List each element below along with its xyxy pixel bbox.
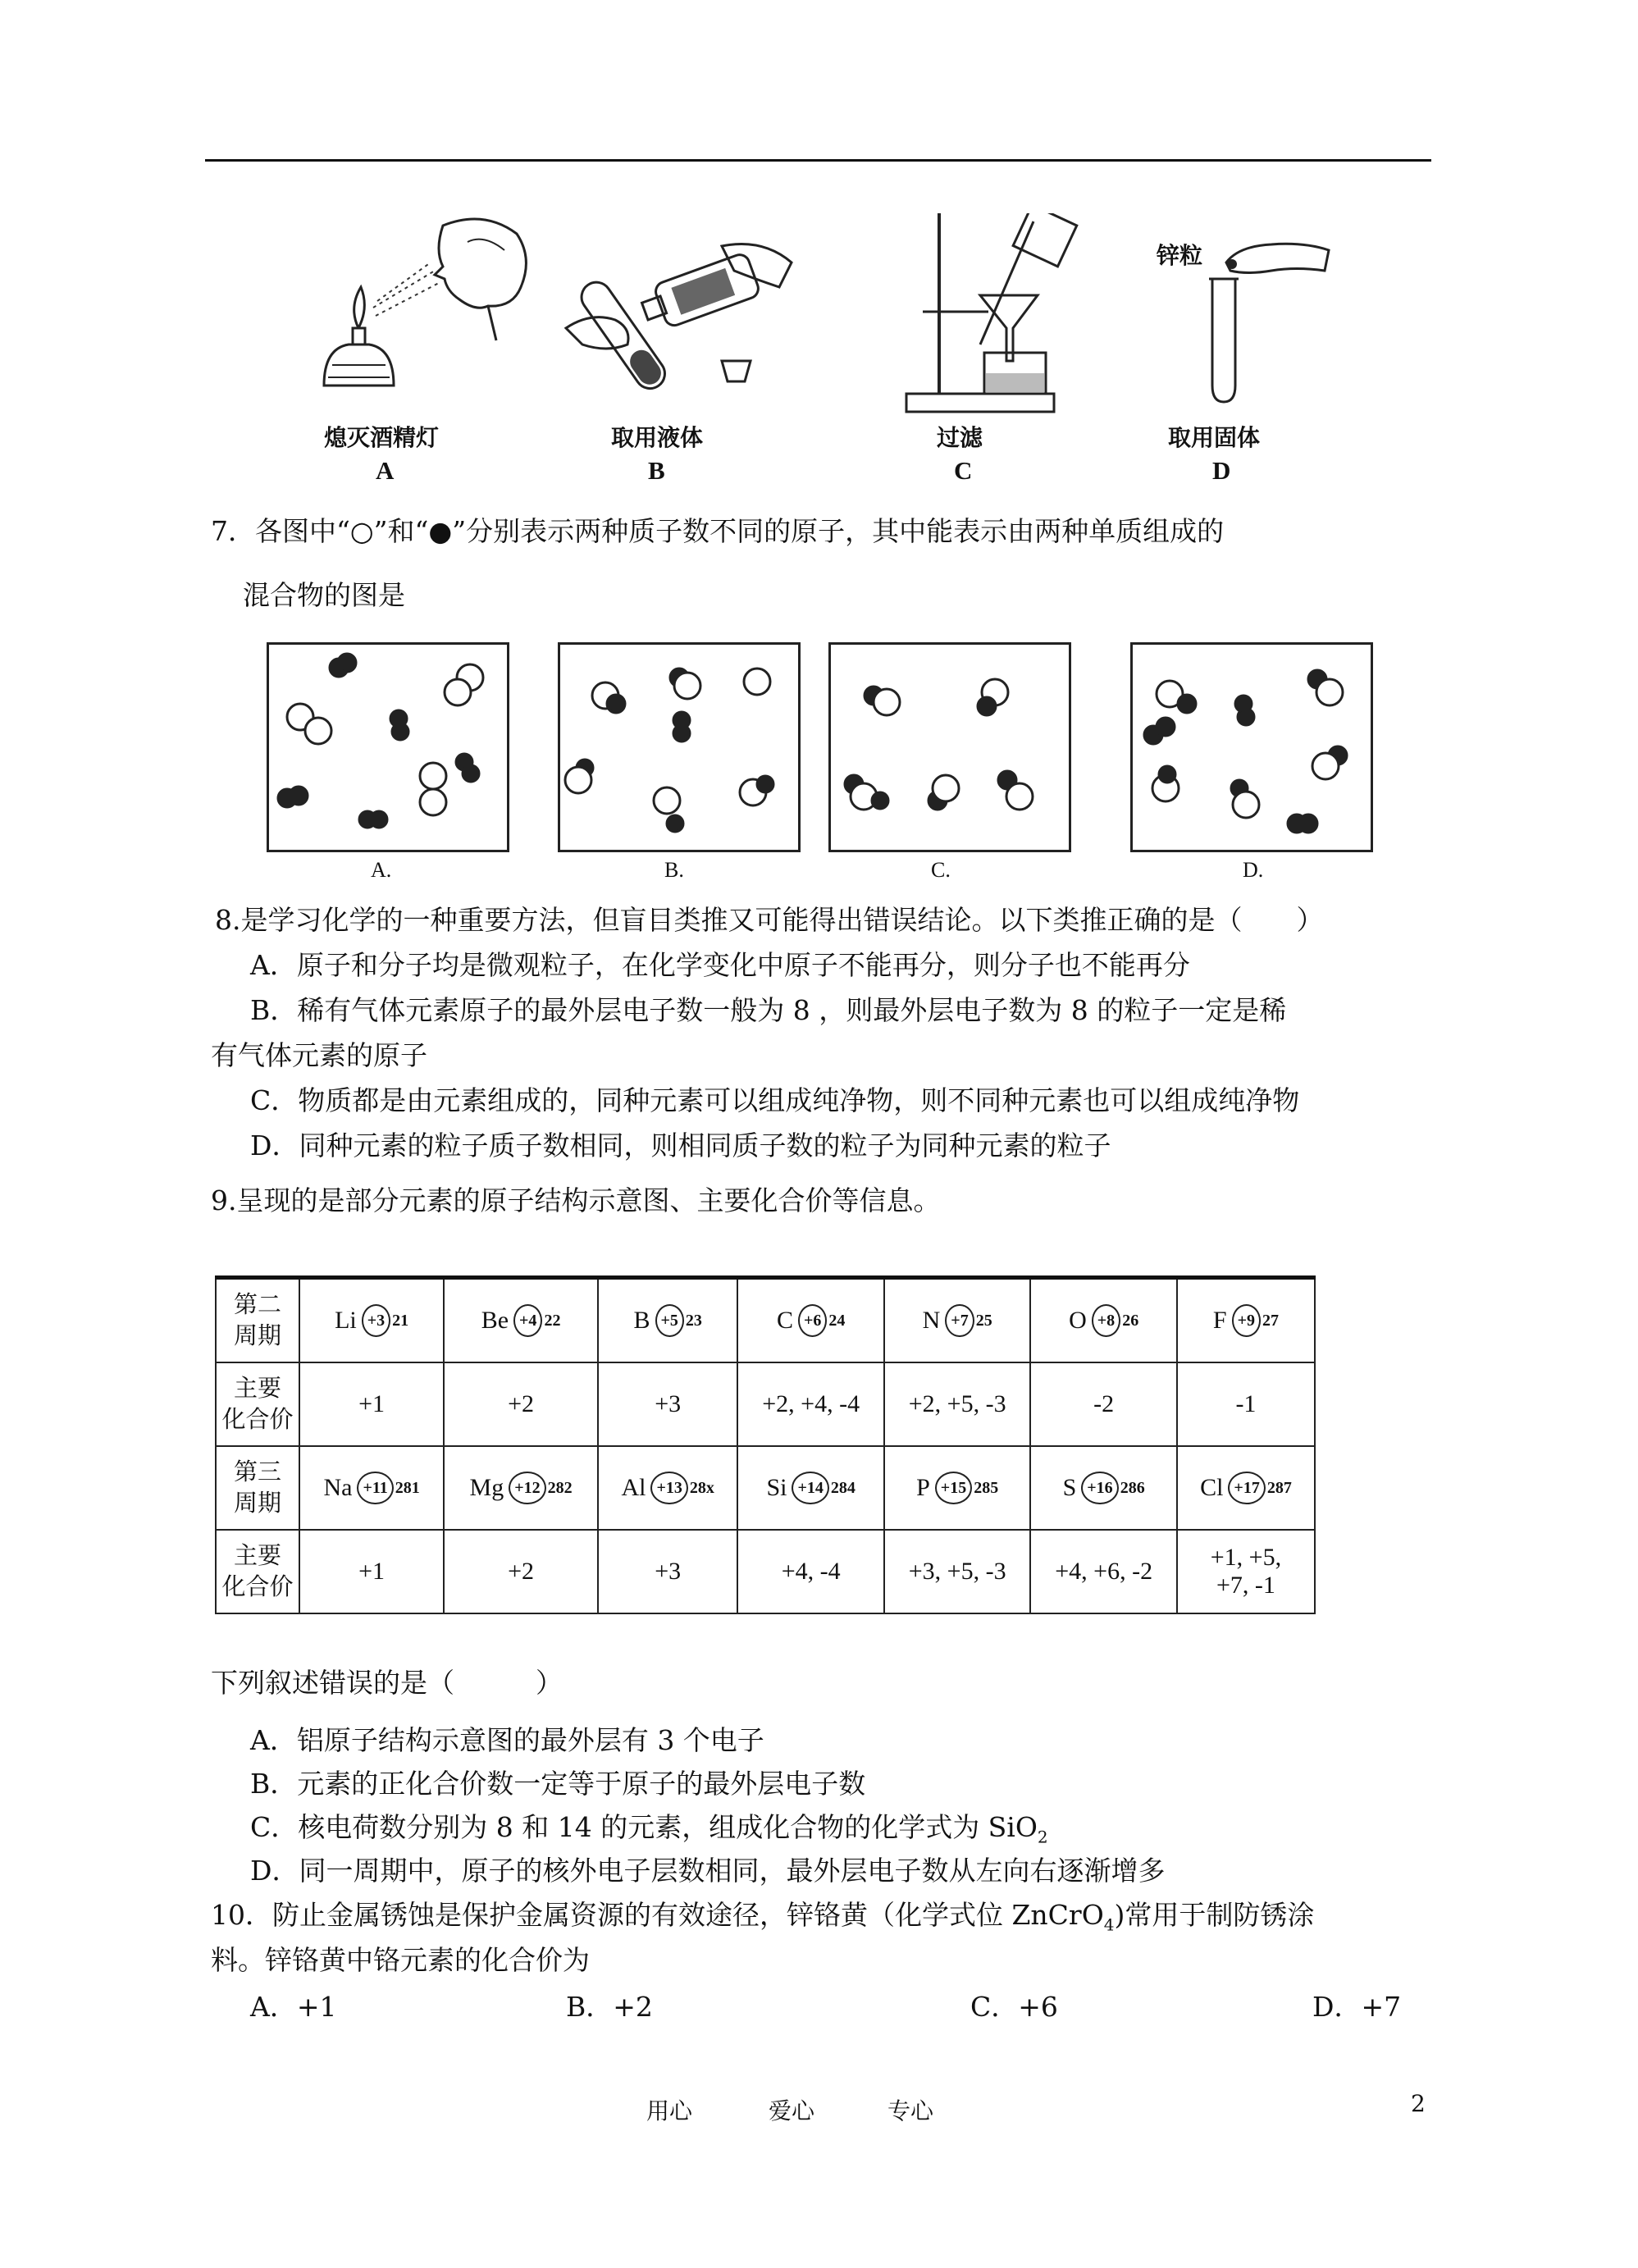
table-row-valence3 xyxy=(216,1530,1315,1613)
footer-text-2: 爱心 xyxy=(769,2097,815,2124)
fig-letter-a: A xyxy=(376,456,395,485)
atom-cell-o: O +8 26 xyxy=(1030,1278,1176,1363)
molecule-box-d xyxy=(1130,642,1373,852)
q8-option-b-line1: B．稀有气体元素原子的最外层电子数一般为 8 ，则最外层电子数为 8 的粒子一定是稀 xyxy=(250,994,1287,1026)
q10-line1: 10．防止金属锈蚀是保护金属资源的有效途径，锌铬黄（化学式位 ZnCrO$_4$)常用于制防锈涂 xyxy=(211,1899,1315,1935)
fig-letter-d: D xyxy=(1212,456,1231,485)
take-solid-illustration xyxy=(1181,230,1345,410)
valence-cell: +2 xyxy=(444,1530,598,1613)
molecules-d xyxy=(1133,645,1371,850)
zinc-label: 锌粒 xyxy=(1157,242,1203,269)
row-header: 主要 化合价 xyxy=(216,1362,299,1446)
fig-letter-b: B xyxy=(648,456,665,485)
periodic-info-table xyxy=(215,1275,1316,1614)
table-row-valence2 xyxy=(216,1362,1315,1446)
extinguish-lamp-illustration xyxy=(312,209,558,414)
q7-line2: 混合物的图是 xyxy=(243,579,405,611)
atom-cell-na: Na +11 281 xyxy=(299,1446,444,1530)
atom-cell-si: Si +14 284 xyxy=(737,1446,883,1530)
atom-cell-b: B +5 23 xyxy=(598,1278,737,1363)
q8-option-c: C．物质都是由元素组成的，同种元素可以组成纯净物，则不同种元素也可以组成纯净物 xyxy=(250,1084,1300,1116)
molecule-label-c: C. xyxy=(931,858,951,882)
valence-cell: +1 xyxy=(299,1530,444,1613)
fig-caption-a: 熄灭酒精灯 xyxy=(324,424,440,451)
q9-question: 下列叙述错误的是（ ） xyxy=(211,1667,563,1699)
q10-option-a: A．+1 xyxy=(250,1991,337,2023)
molecule-box-b xyxy=(558,642,801,852)
atom-cell-c: C +6 24 xyxy=(737,1278,883,1363)
q10-line2: 料。锌铬黄中铬元素的化合价为 xyxy=(211,1944,590,1976)
fig-caption-d: 取用固体 xyxy=(1168,424,1261,451)
table-row-period3 xyxy=(216,1446,1315,1530)
molecule-label-a: A. xyxy=(371,858,392,882)
valence-cell: -1 xyxy=(1177,1362,1315,1446)
lab-figure-a xyxy=(312,209,558,414)
valence-cell: +2, +5, -3 xyxy=(884,1362,1030,1446)
q8-stem: 8.是学习化学的一种重要方法，但盲目类推又可能得出错误结论。以下类推正确的是（ ） xyxy=(215,904,1324,936)
atom-cell-f: F +9 27 xyxy=(1177,1278,1315,1363)
atom-cell-s: S +16 286 xyxy=(1030,1446,1176,1530)
lab-figure-c xyxy=(898,213,1103,418)
header-rule xyxy=(205,159,1431,162)
take-liquid-illustration xyxy=(558,238,804,410)
fig-caption-b: 取用液体 xyxy=(611,424,704,451)
page-number: 2 xyxy=(1411,2090,1426,2117)
valence-cell: +1, +5, +7, -1 xyxy=(1177,1530,1315,1613)
valence-cell: +4, -4 xyxy=(737,1530,883,1613)
row-header: 第三 周期 xyxy=(216,1446,299,1530)
lab-figure-b xyxy=(558,238,804,410)
q10-option-b: B．+2 xyxy=(566,1991,653,2023)
molecule-label-d: D. xyxy=(1243,858,1264,882)
valence-cell: +2 xyxy=(444,1362,598,1446)
fig-caption-c: 过滤 xyxy=(937,424,983,451)
q10-option-d: D．+7 xyxy=(1312,1991,1402,2023)
atom-cell-mg: Mg +12 282 xyxy=(444,1446,598,1530)
q8-option-a: A．原子和分子均是微观粒子，在化学变化中原子不能再分，则分子也不能再分 xyxy=(250,949,1190,981)
molecule-label-b: B. xyxy=(664,858,684,882)
valence-cell: +3 xyxy=(598,1530,737,1613)
molecules-c xyxy=(831,645,1069,850)
q8-option-b-line2: 有气体元素的原子 xyxy=(211,1039,427,1071)
q9-option-c: C．核电荷数分别为 8 和 14 的元素，组成化合物的化学式为 SiO$_2$ xyxy=(250,1811,1048,1847)
atom-cell-al: Al +13 28x xyxy=(598,1446,737,1530)
lab-figure-d xyxy=(1181,230,1345,410)
atom-cell-n: N +7 25 xyxy=(884,1278,1030,1363)
q9-stem: 9.呈现的是部分元素的原子结构示意图、主要化合价等信息。 xyxy=(211,1184,941,1216)
q7-line1: 7．各图中“○”和“●”分别表示两种质子数不同的原子，其中能表示由两种单质组成的 xyxy=(211,515,1225,547)
molecules-b xyxy=(560,645,798,850)
fig-letter-c: C xyxy=(954,456,973,485)
molecule-box-a xyxy=(267,642,509,852)
row-header: 第二 周期 xyxy=(216,1278,299,1363)
q10-option-c: C．+6 xyxy=(970,1991,1058,2023)
atom-cell-cl: Cl +17 287 xyxy=(1177,1446,1315,1530)
molecules-a xyxy=(269,645,507,850)
valence-cell: +3, +5, -3 xyxy=(884,1530,1030,1613)
valence-cell: +4, +6, -2 xyxy=(1030,1530,1176,1613)
atom-cell-be: Be +4 22 xyxy=(444,1278,598,1363)
footer-text-3: 专心 xyxy=(887,2097,934,2124)
filtration-illustration xyxy=(898,213,1103,418)
q9-option-d: D．同一周期中，原子的核外电子层数相同，最外层电子数从左向右逐渐增多 xyxy=(250,1855,1166,1887)
q9-option-a: A．铝原子结构示意图的最外层有 3 个电子 xyxy=(250,1724,764,1756)
valence-cell: +3 xyxy=(598,1362,737,1446)
atom-cell-li: Li +3 21 xyxy=(299,1278,444,1363)
valence-cell: +2, +4, -4 xyxy=(737,1362,883,1446)
q9-option-b: B．元素的正化合价数一定等于原子的最外层电子数 xyxy=(250,1768,866,1800)
footer-text-1: 用心 xyxy=(646,2097,693,2124)
valence-cell: -2 xyxy=(1030,1362,1176,1446)
valence-cell: +1 xyxy=(299,1362,444,1446)
row-header: 主要 化合价 xyxy=(216,1530,299,1613)
q8-option-d: D．同种元素的粒子质子数相同，则相同质子数的粒子为同种元素的粒子 xyxy=(250,1129,1111,1161)
table-row-period2 xyxy=(216,1278,1315,1363)
molecule-box-c xyxy=(828,642,1071,852)
atom-cell-p: P +15 285 xyxy=(884,1446,1030,1530)
